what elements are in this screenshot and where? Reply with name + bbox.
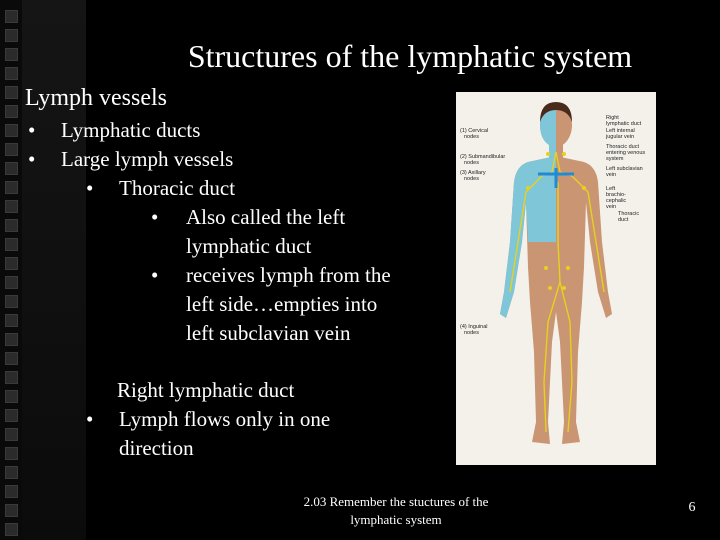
bullet-marker: • xyxy=(151,263,159,287)
slide-footer xyxy=(290,493,502,529)
label-cervical-nodes: nodes xyxy=(464,134,479,140)
film-hole xyxy=(5,200,18,213)
label-submandibular-nodes: nodes xyxy=(464,160,479,166)
label-thoracic-duct-entering-2: entering venous xyxy=(606,150,646,156)
film-hole xyxy=(5,162,18,175)
slide-title: Structures of the lymphatic system xyxy=(187,38,633,74)
film-hole xyxy=(5,447,18,460)
filmstrip-decoration xyxy=(0,0,22,540)
lymphatic-system-illustration xyxy=(456,92,656,465)
label-thoracic-duct: Thoracic xyxy=(618,211,640,217)
label-left-subclavian: Left subclavian xyxy=(606,166,643,172)
film-hole xyxy=(5,504,18,517)
label-axillary: (3) Axillary xyxy=(460,170,486,176)
film-hole xyxy=(5,10,18,23)
label-left-subclavian-2: vein xyxy=(606,172,617,178)
film-hole xyxy=(5,485,18,498)
section-heading: Lymph vessels xyxy=(25,85,167,111)
dark-side-band xyxy=(22,0,86,540)
label-left-brachiocephalic-2: brachio- xyxy=(606,192,626,198)
film-hole xyxy=(5,238,18,251)
label-left-brachiocephalic: Left xyxy=(606,186,616,192)
film-hole xyxy=(5,124,18,137)
footer-line1: 2.03 Remember the stuctures of the xyxy=(303,494,489,509)
page-number: 6 xyxy=(688,500,696,515)
left-labels xyxy=(460,128,505,336)
footer-line2: lymphatic system xyxy=(350,512,442,527)
right-lymphatic-duct-text: Right lymphatic duct xyxy=(117,378,295,402)
label-thoracic-duct-entering-3: system xyxy=(606,156,624,162)
right-labels xyxy=(605,115,645,223)
film-hole xyxy=(5,181,18,194)
film-hole xyxy=(5,219,18,232)
bullet-also-called-line1: Also called the left xyxy=(186,205,346,229)
label-left-brachiocephalic-4: vein xyxy=(606,204,617,210)
label-inguinal: (4) Inguinal xyxy=(460,324,488,330)
label-axillary-nodes: nodes xyxy=(464,176,479,182)
label-left-internal-jugular: Left internal xyxy=(606,128,635,134)
bullet-marker: • xyxy=(86,407,94,431)
bullet-receives-line1: receives lymph from the xyxy=(186,263,391,287)
bullet-large-lymph-vessels: Large lymph vessels xyxy=(61,147,234,171)
film-hole xyxy=(5,48,18,61)
bullet-marker: • xyxy=(28,118,36,142)
film-hole xyxy=(5,314,18,327)
film-hole xyxy=(5,67,18,80)
bullet-lymph-flows-line2: direction xyxy=(119,436,194,460)
label-thoracic-duct-entering: Thoracic duct xyxy=(606,144,640,150)
film-hole xyxy=(5,257,18,270)
bullet-thoracic-duct: Thoracic duct xyxy=(119,176,236,200)
label-right-lymphatic-duct: Right xyxy=(606,115,619,121)
film-hole xyxy=(5,276,18,289)
label-thoracic-duct-2: duct xyxy=(618,217,629,223)
film-hole xyxy=(5,409,18,422)
label-cervical: (1) Cervical xyxy=(460,128,489,134)
film-hole xyxy=(5,428,18,441)
body-diagram xyxy=(456,92,656,465)
film-hole xyxy=(5,523,18,536)
bullet-marker: • xyxy=(151,205,159,229)
film-hole xyxy=(5,333,18,346)
bullet-lymph-flows-line1: Lymph flows only in one xyxy=(119,407,331,431)
label-left-brachiocephalic-3: cephalic xyxy=(606,198,627,204)
film-hole xyxy=(5,29,18,42)
film-hole xyxy=(5,371,18,384)
film-hole xyxy=(5,105,18,118)
film-hole xyxy=(5,143,18,156)
film-hole xyxy=(5,466,18,479)
bullet-also-called-line2: lymphatic duct xyxy=(186,234,312,258)
bullet-receives-line2: left side…empties into xyxy=(186,292,378,316)
film-hole xyxy=(5,295,18,308)
film-hole xyxy=(5,352,18,365)
label-submandibular: (2) Submandibular xyxy=(460,154,506,160)
bullet-marker: • xyxy=(86,176,94,200)
label-right-lymphatic-duct-2: lymphatic duct xyxy=(606,121,642,127)
label-left-internal-jugular-2: jugular vein xyxy=(606,134,635,140)
film-hole xyxy=(5,86,18,99)
bullet-lymphatic-ducts: Lymphatic ducts xyxy=(61,118,201,142)
label-inguinal-nodes: nodes xyxy=(464,330,479,336)
bullet-marker: • xyxy=(28,147,36,171)
film-hole xyxy=(5,390,18,403)
bullet-receives-line3: left subclavian vein xyxy=(186,321,351,345)
